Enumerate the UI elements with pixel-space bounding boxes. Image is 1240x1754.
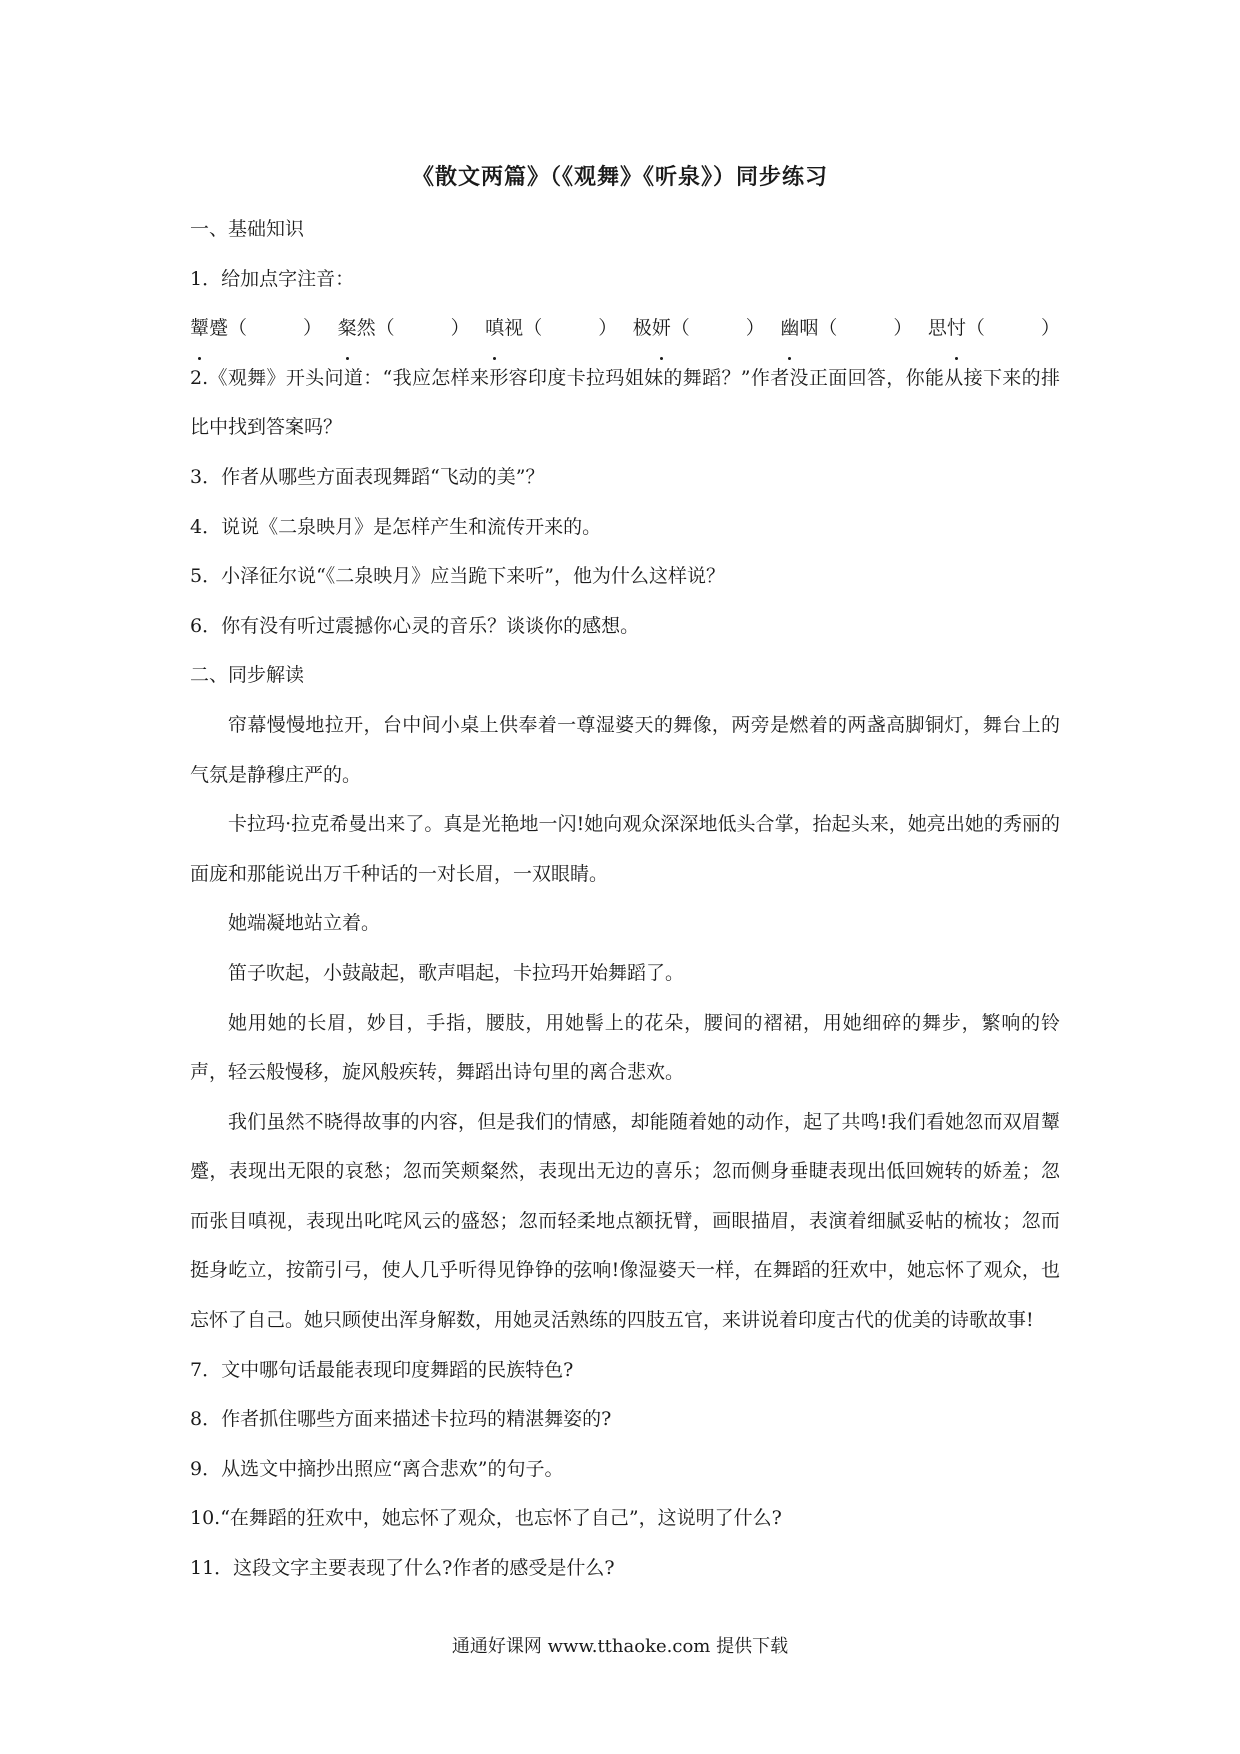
question-2: 2.《观舞》开头问道：“我应怎样来形容印度卡拉玛姐妹的舞蹈？”作者没正面回答，你能从接下来的排比中找到答案吗？ xyxy=(190,366,1060,439)
dotted-char: 嗔 xyxy=(485,304,504,354)
question-1: 1．给加点字注音： xyxy=(190,267,355,290)
dotted-char: 颦 xyxy=(190,304,209,354)
plain-char: 蹙 xyxy=(209,317,229,340)
worksheet-content xyxy=(190,205,1060,1594)
answer-paren-close: ） xyxy=(745,317,765,340)
plain-char: 咽 xyxy=(799,317,819,340)
answer-paren-close: ） xyxy=(1040,317,1060,340)
answer-paren-close: ） xyxy=(893,317,913,340)
question-8: 8．作者抓住哪些方面来描述卡拉玛的精湛舞姿的? xyxy=(190,1408,612,1431)
pinyin-item xyxy=(338,304,470,354)
answer-paren-close: ） xyxy=(450,317,470,340)
page-footer: 通通好课网 www.tthaoke.com 提供下载 xyxy=(451,1636,789,1657)
reading-paragraph: 帘幕慢慢地拉开，台中间小桌上供奉着一尊湿婆天的舞像，两旁是燃着的两盏高脚铜灯，舞台上的气氛是静穆庄严的。 xyxy=(190,713,1060,786)
question-5: 5．小泽征尔说“《二泉映月》应当跪下来听”，他为什么这样说？ xyxy=(190,565,726,588)
reading-paragraph: 笛子吹起，小鼓敲起，歌声唱起，卡拉玛开始舞蹈了。 xyxy=(228,961,685,984)
answer-paren-open: （ xyxy=(228,317,248,340)
question-4: 4．说说《二泉映月》是怎样产生和流传开来的。 xyxy=(190,515,602,538)
question-9: 9．从选文中摘抄出照应“离合悲欢”的句子。 xyxy=(190,1457,564,1480)
page-title: 《散文两篇》（《观舞》《听泉》）同步练习 xyxy=(411,165,828,190)
reading-paragraph: 卡拉玛·拉克希曼出来了。真是光艳地一闪!她向观众深深地低头合掌，抬起头来，她亮出她的秀丽的面庞和那能说出万千种话的一对长眉，一双眼睛。 xyxy=(190,813,1060,885)
dotted-char: 妍 xyxy=(652,304,671,354)
plain-char: 极 xyxy=(632,317,652,340)
dotted-char: 粲 xyxy=(338,304,357,354)
section-heading-basics: 一、基础知识 xyxy=(190,218,305,240)
answer-paren-open: （ xyxy=(965,317,985,340)
answer-paren-open: （ xyxy=(818,317,838,340)
plain-char: 思 xyxy=(927,317,947,340)
dotted-char: 幽 xyxy=(780,304,799,354)
answer-paren-open: （ xyxy=(670,317,690,340)
pinyin-item xyxy=(485,304,617,354)
answer-paren-close: ） xyxy=(598,317,618,340)
question-11: 11．这段文字主要表现了什么?作者的感受是什么? xyxy=(190,1557,615,1580)
reading-paragraph: 她用她的长眉，妙目，手指，腰肢，用她髻上的花朵，腰间的褶裙，用她细碎的舞步，繁响的铃声，轻云般慢移，旋风般疾转，舞蹈出诗句里的离合悲欢。 xyxy=(190,1011,1060,1084)
question-10: 10.“在舞蹈的狂欢中，她忘怀了观众，也忘怀了自己”，这说明了什么? xyxy=(190,1507,782,1530)
pinyin-exercise-row xyxy=(190,304,1060,354)
answer-paren-open: （ xyxy=(523,317,543,340)
question-6: 6．你有没有听过震撼你心灵的音乐？谈谈你的感想。 xyxy=(190,614,640,637)
question-3: 3．作者从哪些方面表现舞蹈“飞动的美”？ xyxy=(190,465,545,488)
dotted-char: 忖 xyxy=(947,304,966,354)
pinyin-item xyxy=(190,304,322,354)
answer-paren-close: ） xyxy=(303,317,323,340)
section-heading-reading: 二、同步解读 xyxy=(190,664,305,687)
pinyin-item xyxy=(928,304,1060,354)
pinyin-item xyxy=(633,304,765,354)
pinyin-item xyxy=(780,304,912,354)
reading-paragraph: 她端凝地站立着。 xyxy=(228,912,381,935)
reading-paragraph: 我们虽然不晓得故事的内容，但是我们的情感，却能随着她的动作，起了共鸣!我们看她忽而双眉颦蹙，表现出无限的哀愁；忽而笑颊粲然，表现出无边的喜乐；忽而侧身垂睫表现出低回婉转的娇羞；忽而张目嗔视，表现出叱咤风云的盛怒；忽而轻柔地点额抚臂，画眼描眉，表演着细腻妥帖的梳妆；忽而挺身屹立，按箭引弓，使人几乎听得见铮铮的弦响!像湿婆天一样，在舞蹈的狂欢中，她忘怀了观众，也忘怀了自己。她只顾使出浑身解数，用她灵活熟练的四肢五官，来讲说着印度古代的优美的诗歌故事! xyxy=(190,1110,1060,1332)
plain-char: 然 xyxy=(356,317,376,340)
plain-char: 视 xyxy=(504,317,524,340)
question-7: 7．文中哪句话最能表现印度舞蹈的民族特色? xyxy=(190,1358,574,1381)
answer-paren-open: （ xyxy=(375,317,395,340)
